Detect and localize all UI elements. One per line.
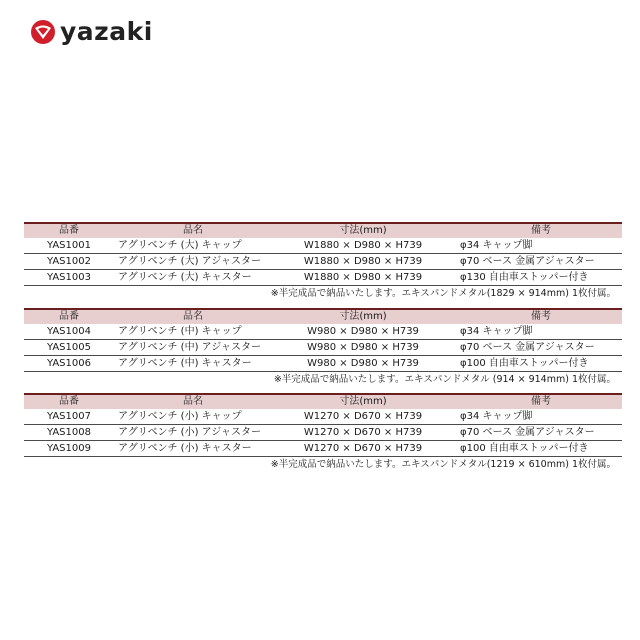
cell-note: φ70 ベース 金属アジャスター [458, 254, 622, 270]
cell-name: アグリベンチ (小) キャップ [114, 409, 268, 425]
table-row [24, 356, 622, 372]
cell-note: φ100 自由車ストッパー付き [458, 441, 622, 457]
table-row [24, 270, 622, 286]
header-note: 備考 [458, 223, 622, 238]
yazaki-logo-icon [30, 19, 56, 45]
header-name: 品名 [114, 223, 268, 238]
cell-note: φ70 ベース 金属アジャスター [458, 425, 622, 441]
table-row [24, 324, 622, 340]
header-name: 品名 [114, 394, 268, 409]
cell-code: YAS1009 [24, 441, 114, 457]
cell-name: アグリベンチ (大) キャスター [114, 270, 268, 286]
brand-logo [30, 14, 153, 50]
cell-note: φ34 キャップ脚 [458, 238, 622, 254]
cell-code: YAS1003 [24, 270, 114, 286]
cell-note: φ100 自由車ストッパー付き [458, 356, 622, 372]
header-note: 備考 [458, 394, 622, 409]
footnote: ※半完成品で納品いたします。エキスパンドメタル(1829 × 914mm) 1枚付属。 [270, 288, 616, 299]
header-code: 品番 [24, 223, 114, 238]
header-size: 寸法(mm) [268, 309, 458, 324]
header-size: 寸法(mm) [268, 394, 458, 409]
cell-name: アグリベンチ (小) キャスター [114, 441, 268, 457]
header-name: 品名 [114, 309, 268, 324]
table-header-row [24, 309, 622, 324]
cell-name: アグリベンチ (中) キャスター [114, 356, 268, 372]
footnote: ※半完成品で納品いたします。エキスパンドメタル (914 × 914mm) 1枚付属。 [273, 374, 616, 385]
spec-table-large [24, 222, 616, 301]
table-row [24, 254, 622, 270]
spec-table-medium [24, 308, 616, 387]
table-row [24, 409, 622, 425]
cell-size: W1270 × D670 × H739 [268, 425, 458, 441]
cell-size: W980 × D980 × H739 [268, 340, 458, 356]
cell-size: W980 × D980 × H739 [268, 324, 458, 340]
cell-name: アグリベンチ (中) アジャスター [114, 340, 268, 356]
header-size: 寸法(mm) [268, 223, 458, 238]
cell-code: YAS1006 [24, 356, 114, 372]
cell-note: φ34 キャップ脚 [458, 409, 622, 425]
footnote: ※半完成品で納品いたします。エキスパンドメタル(1219 × 610mm) 1枚付属。 [270, 459, 616, 470]
table-header-row [24, 394, 622, 409]
table-header-row [24, 223, 622, 238]
cell-name: アグリベンチ (大) アジャスター [114, 254, 268, 270]
brand-name: yazaki [60, 17, 153, 46]
cell-code: YAS1007 [24, 409, 114, 425]
cell-note: φ70 ベース 金属アジャスター [458, 340, 622, 356]
cell-size: W980 × D980 × H739 [268, 356, 458, 372]
spec-table-small [24, 393, 616, 472]
cell-note: φ34 キャップ脚 [458, 324, 622, 340]
table-row [24, 340, 622, 356]
header-code: 品番 [24, 394, 114, 409]
cell-code: YAS1005 [24, 340, 114, 356]
cell-note: φ130 自由車ストッパー付き [458, 270, 622, 286]
table-row [24, 238, 622, 254]
cell-name: アグリベンチ (小) アジャスター [114, 425, 268, 441]
table-row [24, 425, 622, 441]
header-note: 備考 [458, 309, 622, 324]
cell-size: W1880 × D980 × H739 [268, 254, 458, 270]
header-code: 品番 [24, 309, 114, 324]
cell-size: W1270 × D670 × H739 [268, 441, 458, 457]
table-row [24, 441, 622, 457]
cell-name: アグリベンチ (中) キャップ [114, 324, 268, 340]
cell-size: W1270 × D670 × H739 [268, 409, 458, 425]
cell-code: YAS1002 [24, 254, 114, 270]
cell-size: W1880 × D980 × H739 [268, 270, 458, 286]
cell-name: アグリベンチ (大) キャップ [114, 238, 268, 254]
cell-size: W1880 × D980 × H739 [268, 238, 458, 254]
cell-code: YAS1004 [24, 324, 114, 340]
cell-code: YAS1008 [24, 425, 114, 441]
cell-code: YAS1001 [24, 238, 114, 254]
